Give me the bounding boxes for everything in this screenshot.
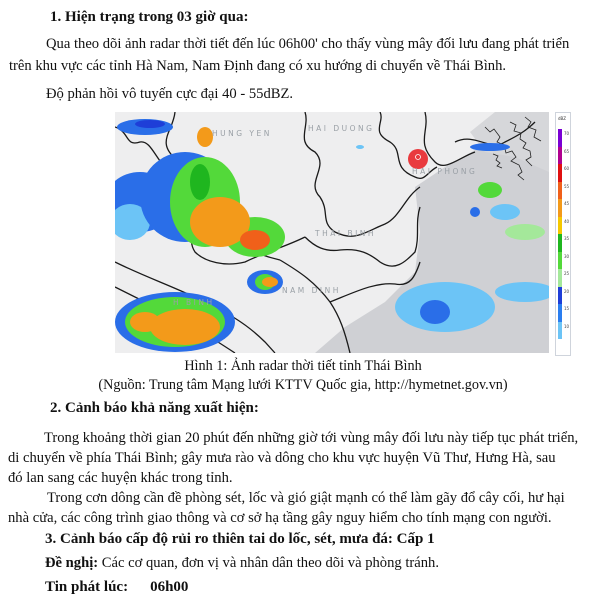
radar-map: [115, 112, 549, 353]
legend-tick-label: 55: [564, 183, 570, 189]
legend-tick-label: 40: [564, 218, 570, 224]
section2-p1-line2: di chuyển về phía Thái Bình; gây mưa rào và dông cho khu vực huyện Vũ Thư, Hưng Hà, sau: [8, 450, 556, 466]
section2-heading: 2. Cảnh báo khả năng xuất hiện:: [50, 400, 259, 416]
legend-color-segment: [558, 322, 562, 340]
recommend-label: Đề nghị:: [45, 555, 99, 571]
radar-legend: [555, 112, 571, 356]
label-hai-duong: HAI DUONG: [308, 124, 375, 133]
legend-color-segment: [558, 252, 562, 270]
legend-tick-label: 15: [564, 306, 570, 311]
issued-time-row: [45, 579, 188, 596]
issued-label: Tin phát lúc:: [45, 579, 129, 595]
section3-heading: 3. Cảnh báo cấp độ rủi ro thiên tai do lốc, sét, mưa đá: Cấp 1: [45, 531, 435, 547]
legend-tick-label: 20: [564, 288, 570, 294]
issued-time: 06h00: [150, 579, 189, 595]
legend-tick-label: 60: [564, 166, 570, 171]
section2-p2-line1: Trong cơn dông cần đề phòng sét, lốc và gió giật mạnh có thể làm gãy đổ cây cối, hư hại: [47, 490, 565, 506]
label-hung-yen: HUNG YEN: [212, 129, 272, 138]
legend-color-segment: [558, 269, 562, 287]
legend-colorbar: [558, 129, 562, 339]
legend-color-segment: [558, 199, 562, 217]
legend-color-segment: [558, 147, 562, 165]
label-nam-dinh: NAM DINH: [282, 286, 341, 295]
legend-tick-label: 65: [564, 148, 570, 154]
legend-tick-label: 45: [564, 201, 570, 206]
legend-color-segment: [558, 304, 562, 322]
legend-color-segment: [558, 234, 562, 252]
section2-p1-line1: Trong khoảng thời gian 20 phút đến những giờ tới vùng mây đối lưu này tiếp tục phát triển,: [44, 430, 579, 446]
legend-tick-label: 35: [564, 236, 570, 241]
figure-source: (Nguồn: Trung tâm Mạng lưới KTTV Quốc gia, http://hymetnet.gov.vn): [98, 377, 508, 393]
legend-tick-label: 25: [564, 271, 570, 276]
legend-tick-label: 30: [564, 253, 570, 259]
label-ninh-binh: H BINH: [173, 298, 215, 307]
legend-tick-label: 70: [564, 131, 570, 136]
section2-p2-line2: nhà cửa, các công trình giao thông và cơ sở hạ tầng gây nguy hiểm cho tính mạng con người.: [8, 510, 552, 526]
location-marker: [408, 149, 428, 169]
legend-tick-label: 10: [564, 323, 570, 329]
section1-para1-line2: trên khu vực các tỉnh Hà Nam, Nam Định đang có xu hướng di chuyển về Thái Bình.: [9, 58, 507, 74]
section1-para1-line1: Qua theo dõi ảnh radar thời tiết đến lúc 06h00' cho thấy vùng mây đối lưu đang phát triển: [46, 36, 570, 52]
legend-color-segment: [558, 217, 562, 235]
label-thai-binh: THAI BINH: [315, 229, 377, 238]
section1-para2: Độ phản hồi vô tuyến cực đại 40 - 55dBZ.: [46, 86, 294, 102]
section2-p1-line3: đó lan sang các huyện khác trong tỉnh.: [8, 470, 233, 486]
recommendation: [45, 555, 439, 572]
legend-color-segment: [558, 129, 562, 147]
legend-color-segment: [558, 164, 562, 182]
figure-caption: Hình 1: Ảnh radar thời tiết tỉnh Thái Bình: [184, 358, 422, 374]
legend-color-segment: [558, 287, 562, 305]
section1-heading: 1. Hiện trạng trong 03 giờ qua:: [50, 9, 249, 25]
legend-unit: dBZ: [558, 116, 567, 121]
legend-color-segment: [558, 182, 562, 200]
recommend-text: Các cơ quan, đơn vị và nhân dân theo dõi và phòng tránh.: [98, 555, 439, 571]
label-hai-phong: HAI PHONG: [412, 167, 478, 176]
